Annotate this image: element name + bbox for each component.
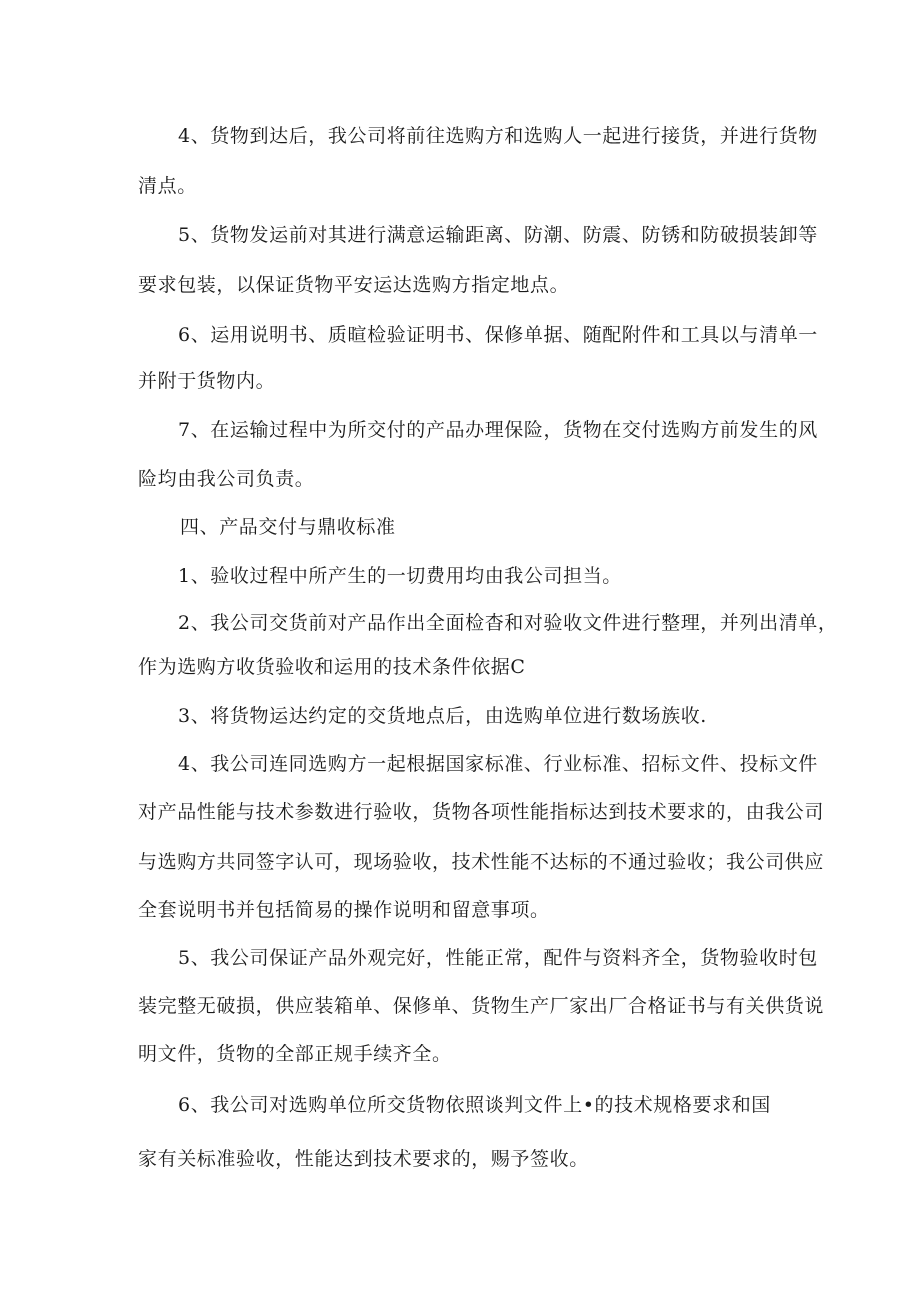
- paragraph-line: 要求包装，以保证货物平安运达选购方指定地点。: [138, 274, 570, 296]
- paragraph-line: 清点。: [138, 175, 197, 197]
- paragraph-line: 作为选购方收货验收和运用的技术条件依据C: [138, 656, 526, 678]
- paragraph-line: 家有关标准验收，性能达到技术要求的，赐予签收。: [138, 1148, 589, 1170]
- paragraph-line: 5、货物发运前对其进行满意运输距离、防潮、防震、防锈和防破损装卸等: [178, 224, 818, 246]
- paragraph-line: 4、我公司连同选购方一起根据国家标准、行业标准、招标文件、投标文件: [178, 753, 818, 775]
- section-heading-text: 四、产品交付与鼎收标准: [180, 516, 396, 538]
- paragraph-line: 对产品性能与技术参数进行验收，货物各项性能指标达到技术要求的，由我公司: [138, 801, 825, 823]
- paragraph-line: 险均由我公司负责。: [138, 468, 315, 490]
- paragraph-line: 装完整无破损，供应装箱单、保修单、货物生产厂家出厂合格证书与有关供货说: [138, 995, 825, 1017]
- paragraph-line: 2、我公司交货前对产品作出全面检杳和对验收文件进行整理，并列出清单，: [178, 612, 838, 634]
- paragraph-line: 6、我公司对选购单位所交货物依照谈判文件上•的技术规格要求和国: [178, 1094, 771, 1116]
- paragraph-line: 全套说明书并包括简易的操作说明和留意事项。: [138, 899, 550, 921]
- paragraph-line: 4、货物到达后，我公司将前往选购方和选购人一起进行接货，并进行货物: [178, 125, 818, 147]
- paragraph-line: 并附于货物内。: [138, 370, 276, 392]
- paragraph-line: 3、将货物运达约定的交货地点后，由选购单位进行数场族收.: [178, 705, 707, 727]
- paragraph-line: 7、在运输过程中为所交付的产品办理保险，货物在交付选购方前发生的风: [178, 419, 818, 441]
- paragraph-line: 6、运用说明书、质暄检验证明书、保修单据、随配附件和工具以与清单一: [178, 324, 818, 346]
- paragraph-line: 明文件，货物的全部正规手续齐全。: [138, 1043, 452, 1065]
- paragraph-line: 1、验收过程中所产生的一切费用均由我公司担当。: [178, 565, 622, 587]
- paragraph-line: 与选购方共同签字认可，现场验收，技术性能不达标的不通过验收；我公司供应: [138, 851, 825, 873]
- paragraph-line: 5、我公司保证产品外观完好，性能正常，配件与资料齐全，货物验收时包: [178, 947, 818, 969]
